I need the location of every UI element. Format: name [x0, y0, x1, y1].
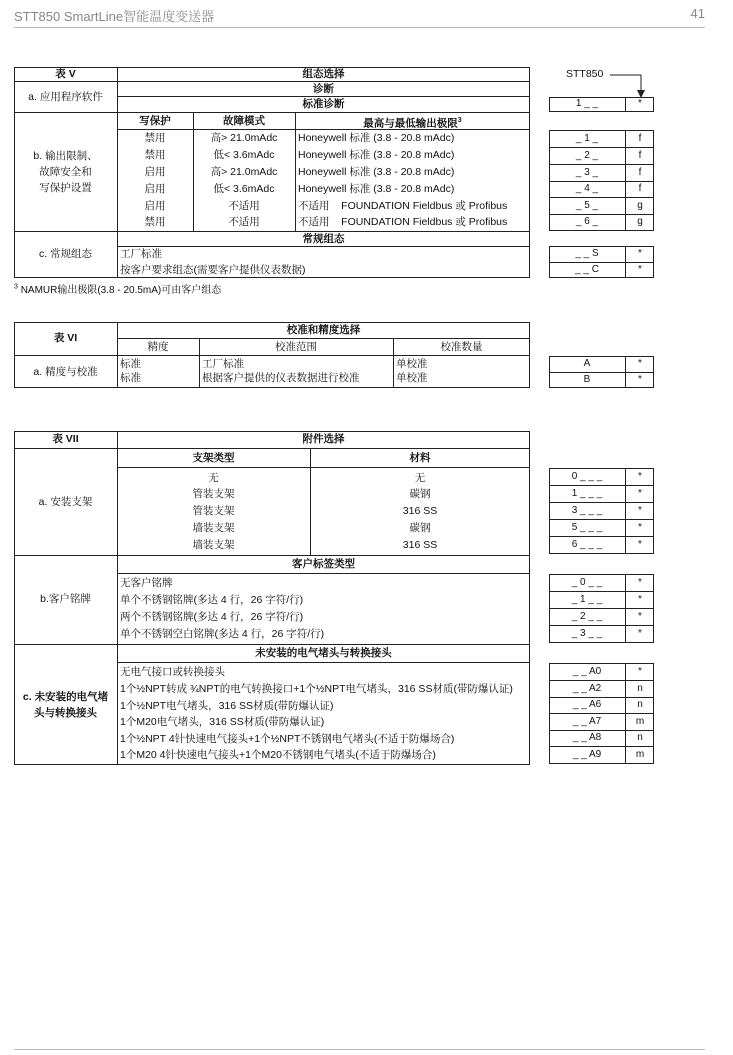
table-row: 管装支架: [192, 488, 235, 500]
page-header-title: STT850 SmartLine智能温度变送器: [14, 9, 215, 24]
code-mark: *: [638, 358, 642, 369]
table-v-c-label: c. 常规组态: [38, 248, 93, 260]
table-cell: 高> 21.0mAdc: [210, 166, 278, 178]
table-v-a-row2: 标准诊断: [302, 98, 345, 110]
table-vii-title: 附件选择: [302, 433, 345, 445]
table-row: 无: [208, 472, 219, 484]
table-vii-c-label: c. 未安装的电气堵 头与转换接头: [22, 691, 109, 719]
code-mark: f: [638, 183, 642, 194]
table-cell: 低< 3.6mAdc: [213, 183, 275, 195]
table-vii-a-header-mat: 材料: [409, 452, 431, 464]
table-cell: 不适用: [228, 216, 260, 228]
table-cell: 无: [414, 472, 426, 484]
table-vii-b-label: b.客户铭牌: [40, 593, 91, 605]
list-item: 1个M20电气堵头，316 SS材质(带防爆认证): [120, 716, 325, 728]
code-cell: B: [583, 374, 591, 385]
code-mark: *: [638, 505, 642, 516]
code-cell: _ _ C: [575, 264, 599, 275]
table-row: 标准: [120, 372, 141, 384]
table-row: 禁用: [144, 216, 166, 228]
code-cell: 6 _ _ _: [571, 539, 603, 550]
table-row: 启用: [144, 166, 166, 178]
table-vii-label: 表 VII: [52, 433, 79, 445]
table-cell: Honeywell 标准 (3.8 - 20.8 mAdc): [298, 132, 455, 144]
code-cell: _ 1 _: [575, 133, 599, 144]
table-v-a-label: a. 应用程序软件: [28, 91, 103, 103]
code-mark: m: [635, 716, 645, 727]
code-cell: 1 _ _: [575, 98, 599, 109]
table-cell: 单校准: [396, 372, 428, 384]
table-cell: 低< 3.6mAdc: [213, 149, 275, 161]
header-divider: [14, 27, 705, 28]
table-cell: 碳钢: [409, 488, 431, 500]
list-item: 工厂标准: [120, 248, 162, 260]
code-mark: *: [638, 98, 642, 109]
table-vi-header-acc: 精度: [147, 341, 169, 353]
table-cell: 不适用: [228, 200, 260, 212]
footer-divider: [14, 1049, 705, 1050]
code-mark: n: [637, 699, 643, 710]
code-mark: *: [638, 611, 642, 622]
table-v-b-header-wp: 写保护: [139, 115, 171, 127]
code-cell: _ _ A2: [572, 683, 602, 694]
code-cell: _ 3 _: [575, 167, 599, 178]
code-cell: _ _ A7: [572, 716, 602, 727]
list-item: 单个不锈钢铭牌(多达 4 行，26 字符/行): [120, 594, 304, 606]
code-mark: *: [638, 666, 642, 677]
code-cell: _ 5 _: [575, 200, 599, 211]
list-item: 1个M20 4针快速电气接头+1个M20不锈钢电气堵头(不适于防爆场合): [120, 749, 436, 761]
table-vii-b-title: 客户标签类型: [292, 558, 355, 570]
table-vii-a-label: a. 安装支架: [38, 496, 93, 508]
code-mark: *: [638, 248, 642, 259]
code-mark: *: [638, 594, 642, 605]
table-v-b-header-limit: 最高与最低输出极限$^3$: [363, 117, 462, 130]
code-mark: *: [638, 522, 642, 533]
table-cell: Honeywell 标准 (3.8 - 20.8 mAdc): [298, 149, 455, 161]
code-mark: n: [637, 732, 643, 743]
code-cell: _ _ A9: [572, 749, 602, 760]
table-cell: 不适用 FOUNDATION Fieldbus 或 Profibus: [298, 216, 508, 228]
table-cell: 单校准: [396, 358, 428, 370]
code-cell: _ _ S: [575, 248, 599, 259]
list-item: 按客户要求组态(需要客户提供仪表数据): [120, 264, 306, 276]
table-vii-c-title: 未安装的电气堵头与转换接头: [255, 647, 392, 659]
code-cell: _ 4 _: [575, 183, 599, 194]
table-vi-header-num: 校准数量: [440, 341, 483, 353]
code-cell: A: [583, 358, 591, 369]
list-item: 无电气接口或转换接头: [120, 666, 225, 678]
code-mark: *: [638, 577, 642, 588]
table-v-a-row1: 诊断: [313, 83, 334, 95]
code-cell: _ 2 _: [575, 150, 599, 161]
code-cell: _ _ A8: [572, 732, 602, 743]
table-cell: 工厂标准: [202, 358, 244, 370]
page-number: 41: [690, 6, 705, 21]
table-vi-label: 表 VI: [53, 332, 78, 344]
code-cell: _ 3 _ _: [571, 628, 603, 639]
table-row: 禁用: [144, 149, 166, 161]
code-mark: n: [637, 683, 643, 694]
code-cell: 0 _ _ _: [571, 471, 603, 482]
table-cell: 根据客户提供的仪表数据进行校准: [202, 372, 360, 384]
code-cell: 3 _ _ _: [571, 505, 603, 516]
code-mark: g: [637, 216, 643, 227]
code-cell: _ _ A0: [572, 666, 602, 677]
table-row: 标准: [120, 358, 141, 370]
table-v-b-label: b. 输出限制、 故障安全和 写保护设置: [33, 150, 98, 194]
table-vi-a-label: a. 精度与校准: [33, 366, 98, 378]
code-mark: f: [638, 133, 642, 144]
table-cell: Honeywell 标准 (3.8 - 20.8 mAdc): [298, 166, 455, 178]
table-vii-a-header-type: 支架类型: [192, 452, 235, 464]
code-mark: *: [638, 628, 642, 639]
table-cell: 高> 21.0mAdc: [210, 132, 278, 144]
table-vi-title: 校准和精度选择: [286, 324, 361, 336]
model-label: STT850: [566, 68, 604, 80]
table-cell: 316 SS: [402, 505, 438, 517]
table-v-c-title: 常规组态: [302, 233, 345, 245]
code-mark: f: [638, 150, 642, 161]
code-mark: *: [638, 539, 642, 550]
code-cell: 1 _ _ _: [571, 488, 603, 499]
code-mark: *: [638, 264, 642, 275]
code-cell: _ 0 _ _: [571, 577, 603, 588]
table-row: 启用: [144, 200, 166, 212]
list-item: 无客户铭牌: [120, 577, 173, 589]
table-cell: Honeywell 标准 (3.8 - 20.8 mAdc): [298, 183, 455, 195]
code-cell: _ 1 _ _: [571, 594, 603, 605]
list-item: 单个不锈钢空白铭牌(多达 4 行，26 字符/行): [120, 628, 325, 640]
code-mark: *: [638, 488, 642, 499]
code-mark: *: [638, 374, 642, 385]
code-cell: _ 2 _ _: [571, 611, 603, 622]
list-item: 两个不锈钢铭牌(多达 4 行，26 字符/行): [120, 611, 304, 623]
list-item: 1个½NPT转成 ¾NPT的电气转换接口+1个½NPT电气堵头，316 SS材质(带防爆认证): [120, 683, 513, 695]
table-cell: 碳钢: [409, 522, 431, 534]
code-mark: g: [637, 200, 643, 211]
table-row: 启用: [144, 183, 166, 195]
list-item: 1个½NPT 4针快速电气接头+1个½NPT不锈钢电气堵头(不适于防爆场合): [120, 733, 455, 745]
code-cell: _ 6 _: [575, 216, 599, 227]
table-v-b-header-fm: 故障模式: [223, 115, 265, 127]
table-row: 禁用: [144, 132, 166, 144]
table-v-footnote: $^3$ NAMUR输出极限(3.8 - 20.5mA)可由客户组态: [14, 283, 222, 296]
table-vi-header-range: 校准范围: [275, 341, 317, 353]
table-cell: 不适用 FOUNDATION Fieldbus 或 Profibus: [298, 200, 508, 212]
table-v-label: 表 V: [55, 68, 76, 80]
code-mark: *: [638, 471, 642, 482]
table-row: 管装支架: [192, 505, 235, 517]
table-cell: 316 SS: [402, 539, 438, 551]
code-mark: f: [638, 167, 642, 178]
code-cell: _ _ A6: [572, 699, 602, 710]
table-v-title: 组态选择: [302, 68, 345, 80]
table-row: 墙装支架: [192, 539, 235, 551]
table-row: 墙装支架: [192, 522, 235, 534]
code-cell: 5 _ _ _: [571, 522, 603, 533]
code-mark: m: [635, 749, 645, 760]
list-item: 1个½NPT电气堵头，316 SS材质(带防爆认证): [120, 700, 334, 712]
